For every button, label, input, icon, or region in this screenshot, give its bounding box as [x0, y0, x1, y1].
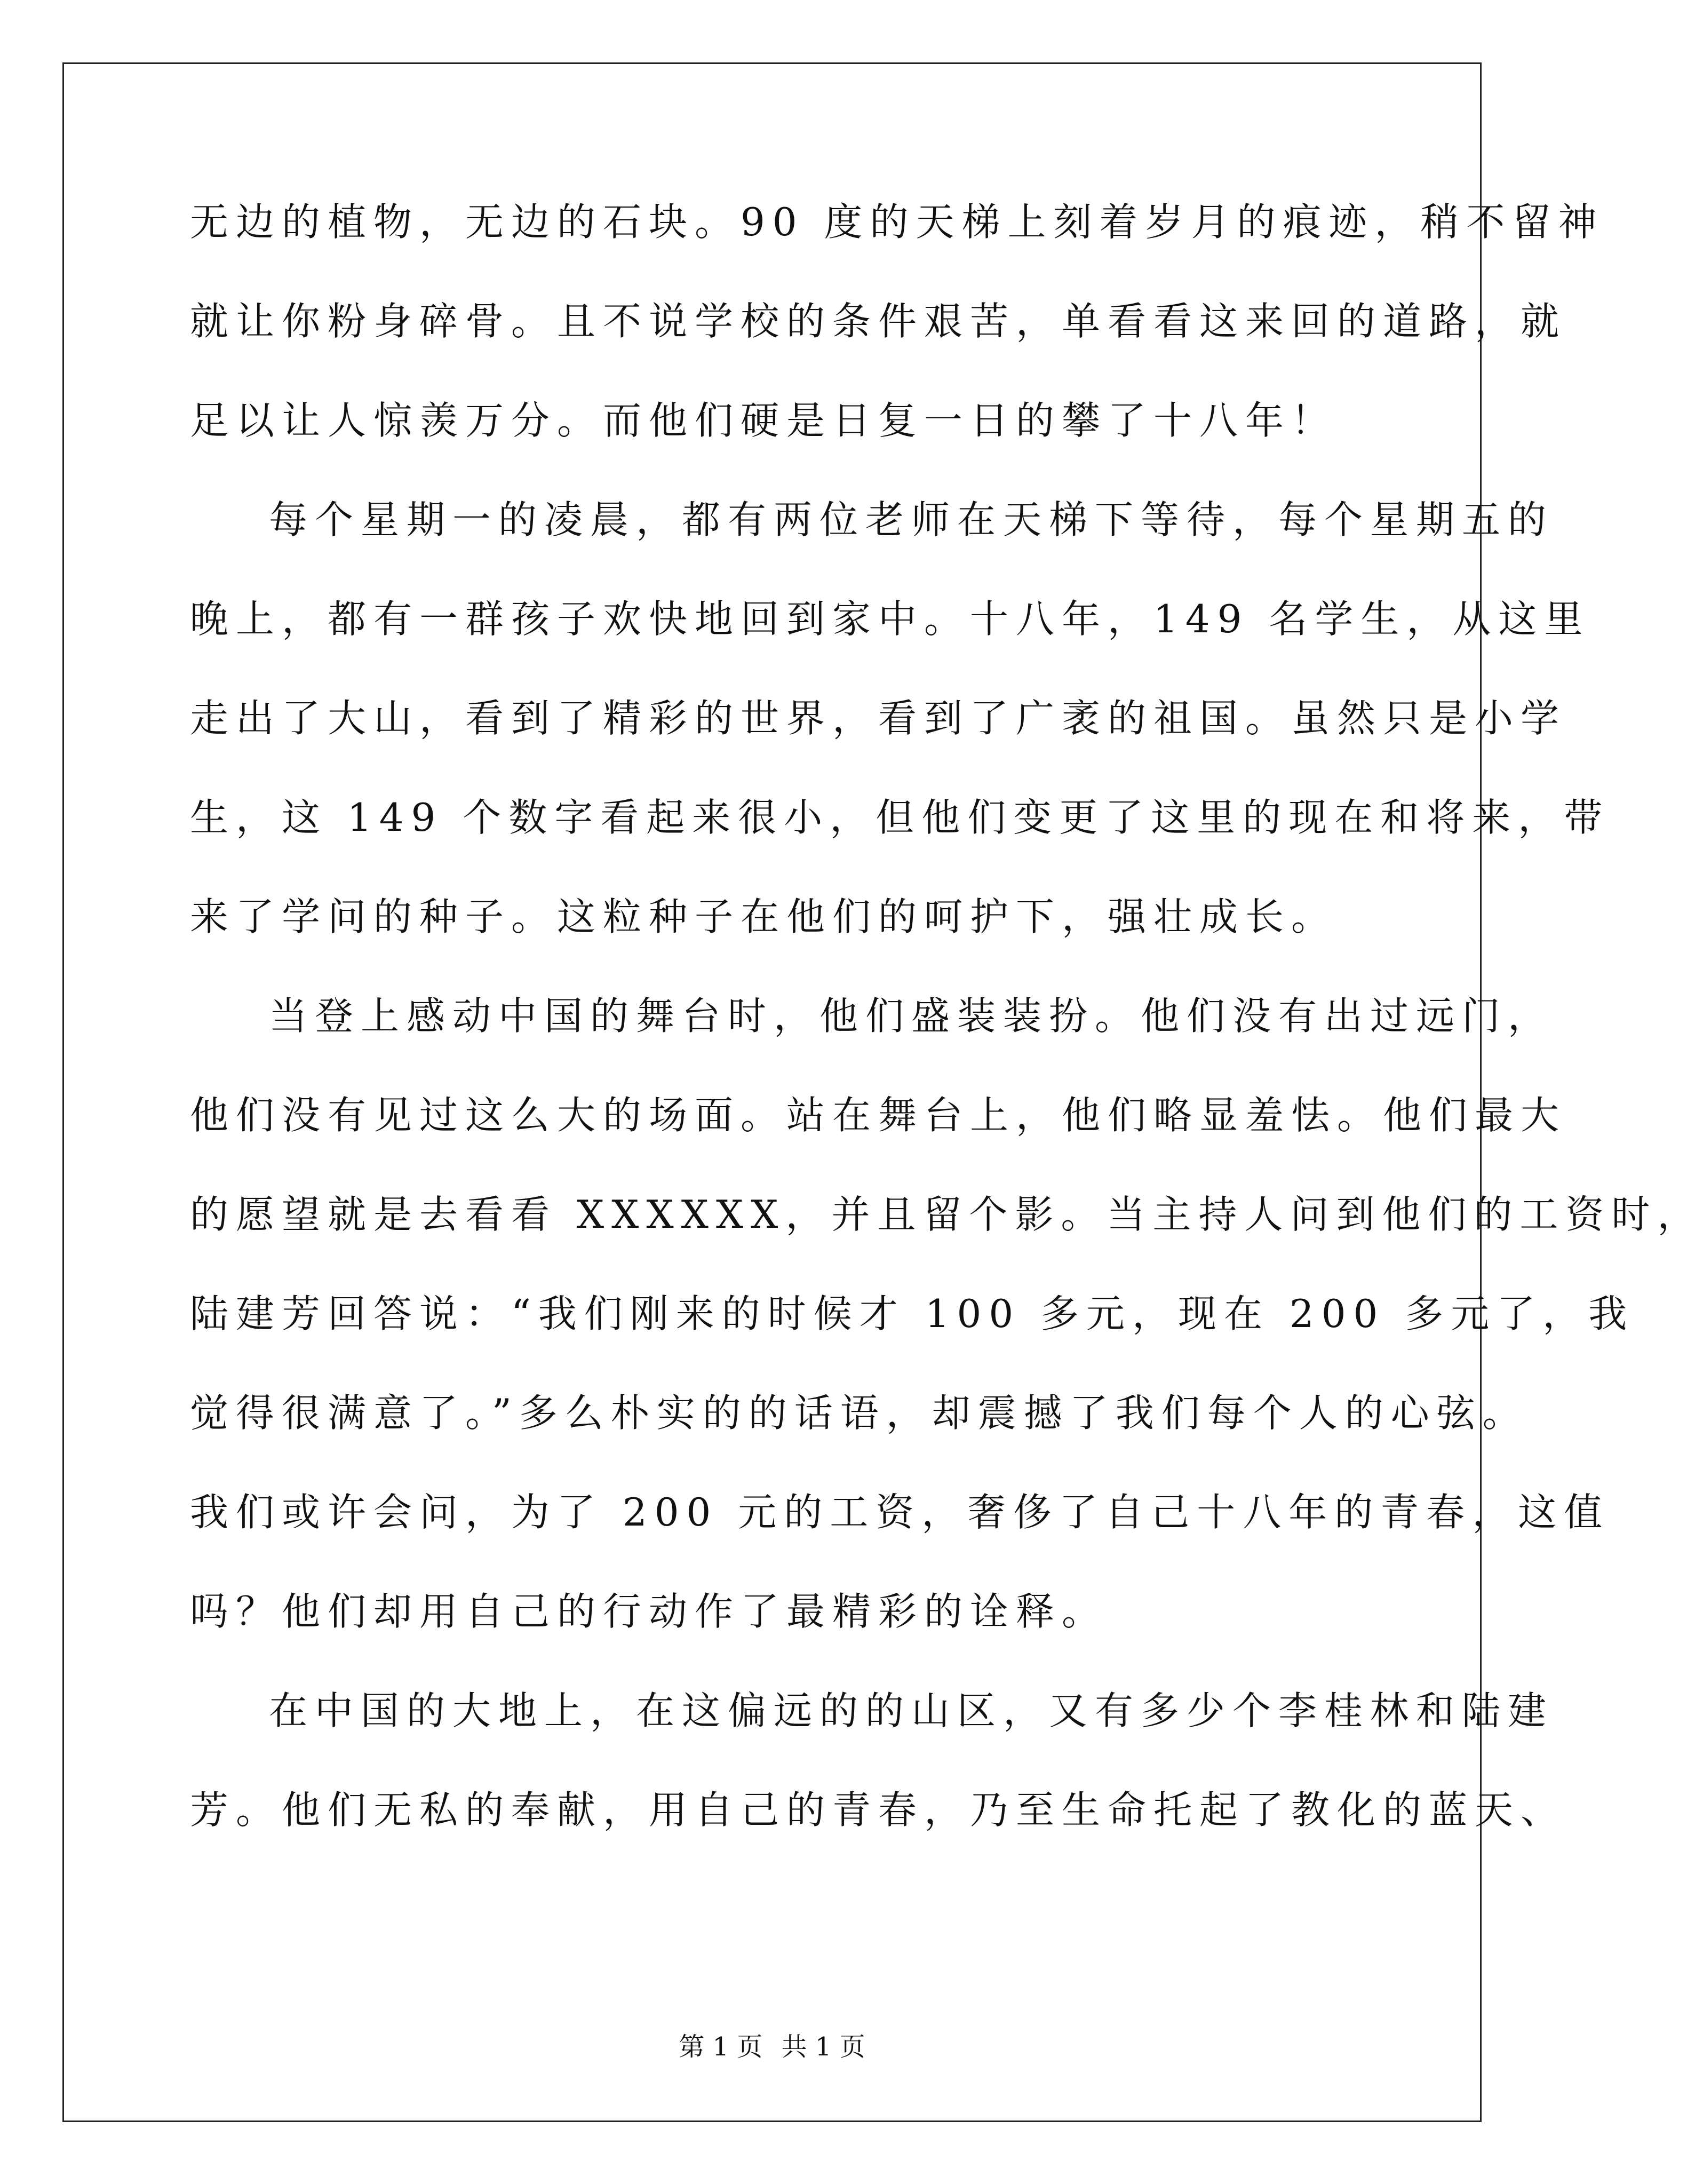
paragraph-start-line: 当登上感动中国的舞台时，他们盛装装扮。他们没有出过远门，	[269, 994, 1554, 1038]
page-footer	[0, 2034, 1544, 2060]
text-line: 觉得很满意了。”多么朴实的的话语，却震撼了我们每个人的心弦。	[190, 1391, 1529, 1435]
text-line: 陆建芳回答说：“我们刚来的时候才 100 多元，现在 200 多元了，我	[190, 1291, 1635, 1336]
text-line: 我们或许会问，为了 200 元的工资，奢侈了自己十八年的青春，这值	[190, 1490, 1610, 1535]
document-body	[190, 200, 1703, 1890]
text-line: 芳。他们无私的奉献，用自己的青春，乃至生命托起了教化的蓝天、	[190, 1788, 1567, 1832]
text-line: 无边的植物，无边的石块。90 度的天梯上刻着岁月的痕迹，稍不留神	[190, 200, 1604, 244]
paragraph-start-line: 每个星期一的凌晨，都有两位老师在天梯下等待，每个星期五的	[269, 497, 1554, 542]
text-line: 足以让人惊羡万分。而他们硬是日复一日的攀了十八年！	[190, 398, 1338, 443]
page-number: 第 1 页	[679, 2032, 763, 2062]
text-line: 就让你粉身碎骨。且不说学校的条件艰苦，单看看这来回的道路，就	[190, 299, 1567, 344]
text-line: 的愿望就是去看看 XXXXXX，并且留个影。当主持人问到他们的工资时，	[190, 1192, 1703, 1237]
text-line: 他们没有见过这么大的场面。站在舞台上，他们略显羞怯。他们最大	[190, 1093, 1567, 1138]
text-line: 来了学问的种子。这粒种子在他们的呵护下，强壮成长。	[190, 894, 1338, 939]
text-line: 走出了大山，看到了精彩的世界，看到了广袤的祖国。虽然只是小学	[190, 696, 1567, 741]
text-line: 生，这 149 个数字看起来很小，但他们变更了这里的现在和将来，带	[190, 795, 1610, 840]
text-line: 晚上，都有一群孩子欢快地回到家中。十八年，149 名学生，从这里	[190, 597, 1590, 641]
paragraph-start-line: 在中国的大地上，在这偏远的的山区，又有多少个李桂林和陆建	[269, 1688, 1554, 1733]
page-total: 共 1 页	[781, 2032, 865, 2062]
text-line: 吗？他们却用自己的行动作了最精彩的诠释。	[190, 1589, 1108, 1634]
